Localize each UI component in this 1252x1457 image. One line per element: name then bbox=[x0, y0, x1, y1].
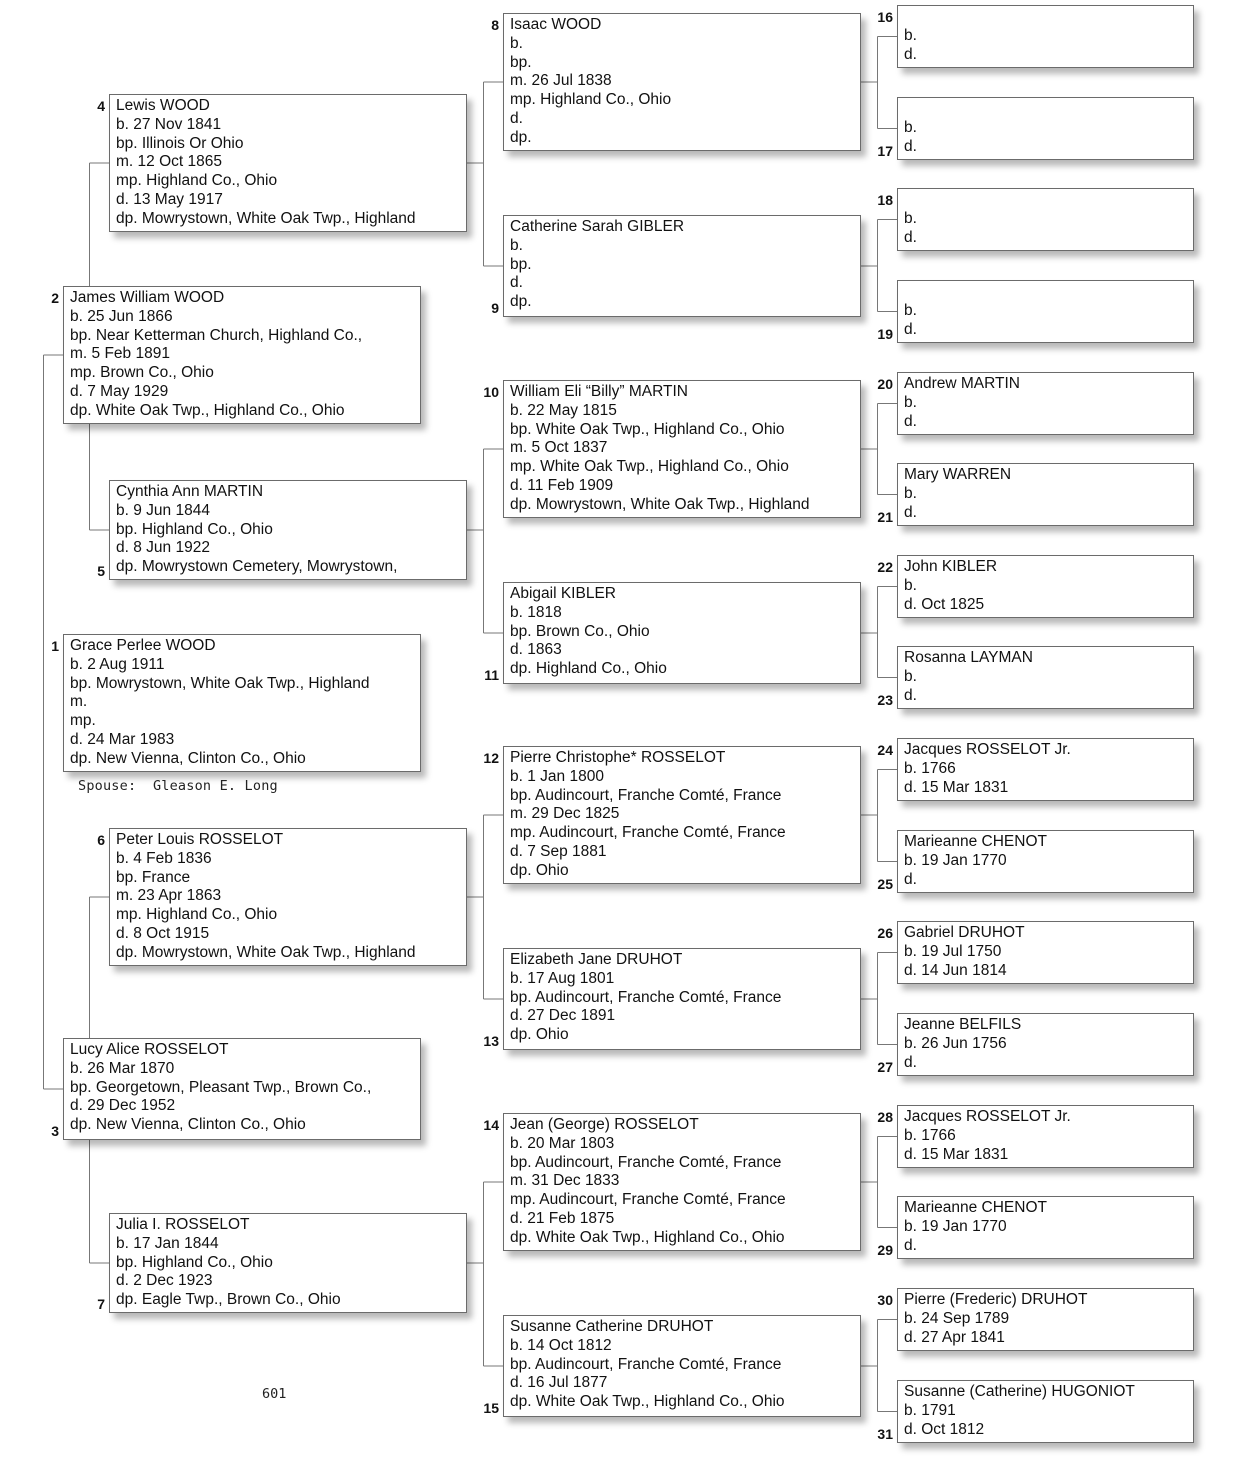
person-fact: m. 26 Jul 1838 bbox=[510, 72, 612, 90]
person-box-16[interactable] bbox=[897, 5, 1194, 68]
person-fact: dp. White Oak Twp., Highland Co., Ohio bbox=[510, 1228, 785, 1246]
person-fact: bp. bbox=[510, 53, 532, 71]
person-fact: bp. Audincourt, Franche Comté, France bbox=[510, 786, 782, 804]
person-fact: dp. Mowrystown Cemetery, Mowrystown, bbox=[116, 558, 398, 576]
person-name bbox=[904, 283, 1187, 302]
person-fact: dp. White Oak Twp., Highland Co., Ohio bbox=[510, 1393, 785, 1411]
person-fact: dp. White Oak Twp., Highland Co., Ohio bbox=[70, 401, 345, 419]
person-fact: d. bbox=[904, 137, 917, 155]
person-fact: m. bbox=[70, 693, 88, 711]
person-fact: m. 29 Dec 1825 bbox=[510, 805, 620, 823]
person-fact: dp. bbox=[510, 128, 532, 146]
person-fact: d. bbox=[510, 109, 523, 127]
person-fact: b. 20 Mar 1803 bbox=[510, 1134, 615, 1152]
person-fact: b. bbox=[904, 209, 917, 227]
spouse-label: Spouse: bbox=[78, 778, 137, 794]
person-fact: b. bbox=[510, 236, 523, 254]
person-fact: d. 16 Jul 1877 bbox=[510, 1374, 608, 1392]
person-name: Cynthia Ann MARTIN bbox=[116, 483, 264, 500]
person-name: Abigail KIBLER bbox=[510, 585, 616, 602]
person-fact: dp. Mowrystown, White Oak Twp., Highland bbox=[116, 943, 416, 961]
person-fact: dp. Mowrystown, White Oak Twp., Highland bbox=[116, 209, 416, 227]
person-number: 24 bbox=[877, 742, 893, 758]
person-fact: b. 26 Jun 1756 bbox=[904, 1034, 1007, 1052]
person-fact: b. 14 Oct 1812 bbox=[510, 1336, 612, 1354]
person-fact: b. 17 Jan 1844 bbox=[116, 1234, 219, 1252]
person-number: 1 bbox=[51, 638, 59, 654]
person-name: Mary WARREN bbox=[904, 466, 1012, 483]
person-fact: b. 1818 bbox=[510, 603, 562, 621]
person-name: Jacques ROSSELOT Jr. bbox=[904, 741, 1071, 758]
person-number: 21 bbox=[877, 509, 893, 525]
person-fact: b. bbox=[904, 393, 917, 411]
person-box-3[interactable] bbox=[63, 1038, 421, 1140]
person-fact: d. Oct 1825 bbox=[904, 595, 985, 613]
person-name: Elizabeth Jane DRUHOT bbox=[510, 951, 683, 968]
person-fact: bp. Mowrystown, White Oak Twp., Highland bbox=[70, 674, 370, 692]
person-fact: b. 2 Aug 1911 bbox=[70, 655, 165, 673]
person-name: Lucy Alice ROSSELOT bbox=[70, 1041, 229, 1058]
person-fact: m. 12 Oct 1865 bbox=[116, 153, 222, 171]
person-fact: b. 1766 bbox=[904, 1126, 956, 1144]
person-fact: bp. Audincourt, Franche Comté, France bbox=[510, 1153, 782, 1171]
person-fact: mp. bbox=[70, 712, 96, 730]
person-box-15[interactable] bbox=[503, 1315, 861, 1417]
person-fact: d. 2 Dec 1923 bbox=[116, 1272, 213, 1290]
person-name: Isaac WOOD bbox=[510, 16, 602, 33]
person-fact: b. 4 Feb 1836 bbox=[116, 849, 212, 867]
person-box-13[interactable] bbox=[503, 948, 861, 1050]
person-fact: bp. Audincourt, Franche Comté, France bbox=[510, 988, 782, 1006]
person-fact: d. 24 Mar 1983 bbox=[70, 730, 175, 748]
person-fact: d. 21 Feb 1875 bbox=[510, 1209, 615, 1227]
person-fact: b. 27 Nov 1841 bbox=[116, 115, 222, 133]
person-fact: dp. Eagle Twp., Brown Co., Ohio bbox=[116, 1291, 341, 1309]
person-number: 22 bbox=[877, 559, 893, 575]
person-fact: b. bbox=[904, 301, 917, 319]
person-number: 29 bbox=[877, 1242, 893, 1258]
person-fact: b. 1791 bbox=[904, 1401, 956, 1419]
person-fact: d. 7 May 1929 bbox=[70, 382, 169, 400]
person-fact: m. 5 Oct 1837 bbox=[510, 439, 608, 457]
person-fact: mp. Audincourt, Franche Comté, France bbox=[510, 1191, 786, 1209]
person-number: 14 bbox=[483, 1117, 499, 1133]
person-fact: b. 19 Jan 1770 bbox=[904, 1217, 1007, 1235]
person-fact: mp. Highland Co., Ohio bbox=[116, 172, 278, 190]
person-name: Pierre Christophe* ROSSELOT bbox=[510, 749, 726, 766]
person-name bbox=[904, 100, 1187, 119]
person-fact: d. 11 Feb 1909 bbox=[510, 476, 614, 494]
person-box-5[interactable] bbox=[109, 480, 467, 580]
person-number: 5 bbox=[97, 563, 105, 579]
person-number: 10 bbox=[483, 384, 499, 400]
person-fact: b. bbox=[510, 34, 523, 52]
person-fact: mp. Audincourt, Franche Comté, France bbox=[510, 824, 786, 842]
person-fact: b. 22 May 1815 bbox=[510, 401, 617, 419]
person-fact: d. bbox=[904, 686, 917, 704]
person-fact: d. bbox=[904, 320, 917, 338]
person-box-8[interactable] bbox=[503, 13, 861, 151]
person-fact: bp. Highland Co., Ohio bbox=[116, 520, 273, 538]
person-fact: d. 7 Sep 1881 bbox=[510, 842, 607, 860]
person-fact: bp. Illinois Or Ohio bbox=[116, 134, 244, 152]
person-number: 31 bbox=[877, 1426, 893, 1442]
person-box-2[interactable] bbox=[63, 286, 421, 424]
person-box-28[interactable] bbox=[897, 1105, 1194, 1168]
person-fact: m. 5 Feb 1891 bbox=[70, 345, 170, 363]
page-number: 601 bbox=[262, 1386, 287, 1402]
person-fact: dp. Mowrystown, White Oak Twp., Highland bbox=[510, 495, 810, 513]
person-name: Jean (George) ROSSELOT bbox=[510, 1116, 699, 1133]
person-fact: d. 13 May 1917 bbox=[116, 190, 223, 208]
person-box-12[interactable] bbox=[503, 746, 861, 884]
person-fact: b. 1766 bbox=[904, 759, 956, 777]
person-fact: b. bbox=[904, 26, 917, 44]
person-fact: bp. Audincourt, Franche Comté, France bbox=[510, 1355, 782, 1373]
person-fact: bp. White Oak Twp., Highland Co., Ohio bbox=[510, 420, 785, 438]
person-fact: bp. France bbox=[116, 868, 191, 886]
person-fact: b. bbox=[904, 118, 917, 136]
person-fact: dp. bbox=[510, 293, 532, 311]
person-fact: b. bbox=[904, 484, 917, 502]
person-name: William Eli “Billy” MARTIN bbox=[510, 383, 688, 400]
person-fact: dp. Ohio bbox=[510, 861, 569, 879]
person-fact: m. 23 Apr 1863 bbox=[116, 887, 222, 905]
person-number: 30 bbox=[877, 1292, 893, 1308]
person-fact: d. 29 Dec 1952 bbox=[70, 1097, 176, 1115]
person-number: 20 bbox=[877, 376, 893, 392]
person-number: 19 bbox=[877, 326, 893, 342]
person-number: 12 bbox=[483, 750, 499, 766]
person-fact: bp. Near Ketterman Church, Highland Co., bbox=[70, 326, 363, 344]
person-box-29[interactable] bbox=[897, 1196, 1194, 1259]
person-name: John KIBLER bbox=[904, 558, 998, 575]
person-number: 4 bbox=[97, 98, 105, 114]
person-fact: b. 24 Sep 1789 bbox=[904, 1309, 1010, 1327]
person-name: Marieanne CHENOT bbox=[904, 1199, 1047, 1216]
person-number: 27 bbox=[877, 1059, 893, 1075]
person-fact: d. 15 Mar 1831 bbox=[904, 1145, 1009, 1163]
person-name: Rosanna LAYMAN bbox=[904, 649, 1033, 666]
person-name: Catherine Sarah GIBLER bbox=[510, 218, 685, 235]
person-number: 2 bbox=[51, 290, 59, 306]
person-box-11[interactable] bbox=[503, 582, 861, 684]
person-box-30[interactable] bbox=[897, 1288, 1194, 1351]
person-fact: d. 15 Mar 1831 bbox=[904, 778, 1009, 796]
person-box-1[interactable] bbox=[63, 634, 421, 772]
person-box-20[interactable] bbox=[897, 372, 1194, 435]
person-fact: b. 1 Jan 1800 bbox=[510, 767, 604, 785]
person-fact: d. bbox=[904, 1053, 917, 1071]
person-fact: d. 27 Dec 1891 bbox=[510, 1007, 616, 1025]
person-box-18[interactable] bbox=[897, 188, 1194, 251]
person-number: 3 bbox=[51, 1123, 59, 1139]
person-fact: dp. New Vienna, Clinton Co., Ohio bbox=[70, 1116, 306, 1134]
person-fact: b. bbox=[904, 667, 917, 685]
person-name: Grace Perlee WOOD bbox=[70, 637, 216, 654]
person-fact: d. 8 Oct 1915 bbox=[116, 924, 210, 942]
person-box-6[interactable] bbox=[109, 828, 467, 966]
person-fact: d. bbox=[904, 503, 917, 521]
person-name: Julia I. ROSSELOT bbox=[116, 1216, 250, 1233]
person-fact: b. 25 Jun 1866 bbox=[70, 307, 173, 325]
spouse-note bbox=[78, 778, 278, 794]
person-name: Andrew MARTIN bbox=[904, 375, 1020, 392]
person-number: 18 bbox=[877, 192, 893, 208]
person-number: 9 bbox=[491, 300, 499, 316]
person-box-25[interactable] bbox=[897, 830, 1194, 893]
person-fact: bp. bbox=[510, 255, 532, 273]
person-box-26[interactable] bbox=[897, 921, 1194, 984]
person-name: Jeanne BELFILS bbox=[904, 1016, 1022, 1033]
person-number: 6 bbox=[97, 832, 105, 848]
person-fact: m. 31 Dec 1833 bbox=[510, 1172, 620, 1190]
person-name: Jacques ROSSELOT Jr. bbox=[904, 1108, 1071, 1125]
person-number: 25 bbox=[877, 876, 893, 892]
person-box-17[interactable] bbox=[897, 97, 1194, 160]
person-fact: d. Oct 1812 bbox=[904, 1420, 985, 1438]
person-number: 13 bbox=[483, 1033, 499, 1049]
person-fact: b. 19 Jan 1770 bbox=[904, 851, 1007, 869]
person-name: Gabriel DRUHOT bbox=[904, 924, 1025, 941]
person-name: Susanne (Catherine) HUGONIOT bbox=[904, 1383, 1135, 1400]
person-fact: d. bbox=[904, 1236, 917, 1254]
person-fact: dp. New Vienna, Clinton Co., Ohio bbox=[70, 749, 306, 767]
person-fact: d. bbox=[904, 870, 917, 888]
person-fact: b. 26 Mar 1870 bbox=[70, 1059, 175, 1077]
person-fact: mp. Brown Co., Ohio bbox=[70, 364, 214, 382]
person-fact: d. 8 Jun 1922 bbox=[116, 539, 210, 557]
person-fact: b. 9 Jun 1844 bbox=[116, 501, 210, 519]
person-number: 7 bbox=[97, 1296, 105, 1312]
person-number: 26 bbox=[877, 925, 893, 941]
person-number: 15 bbox=[483, 1400, 499, 1416]
person-fact: bp. Highland Co., Ohio bbox=[116, 1253, 273, 1271]
person-name: Lewis WOOD bbox=[116, 97, 210, 114]
person-number: 8 bbox=[491, 17, 499, 33]
person-box-7[interactable] bbox=[109, 1213, 467, 1313]
person-fact: d. 27 Apr 1841 bbox=[904, 1328, 1005, 1346]
person-box-31[interactable] bbox=[897, 1380, 1194, 1443]
spouse-name: Gleason E. Long bbox=[152, 778, 278, 794]
person-box-19[interactable] bbox=[897, 280, 1194, 343]
person-name: James William WOOD bbox=[70, 289, 225, 306]
person-fact: b. bbox=[904, 576, 917, 594]
person-fact: dp. Highland Co., Ohio bbox=[510, 660, 667, 678]
person-fact: d. bbox=[904, 228, 917, 246]
person-fact: d. 1863 bbox=[510, 641, 562, 659]
person-box-22[interactable] bbox=[897, 555, 1194, 618]
person-box-21[interactable] bbox=[897, 463, 1194, 526]
person-fact: bp. Georgetown, Pleasant Twp., Brown Co., bbox=[70, 1078, 372, 1096]
person-fact: b. 17 Aug 1801 bbox=[510, 969, 615, 987]
person-box-9[interactable] bbox=[503, 215, 861, 317]
person-box-24[interactable] bbox=[897, 738, 1194, 801]
person-fact: mp. White Oak Twp., Highland Co., Ohio bbox=[510, 458, 789, 476]
person-name: Peter Louis ROSSELOT bbox=[116, 831, 284, 848]
person-name bbox=[904, 191, 1187, 210]
person-box-14[interactable] bbox=[503, 1113, 861, 1251]
person-number: 16 bbox=[877, 9, 893, 25]
person-fact: d. bbox=[510, 274, 523, 292]
person-fact: d. 14 Jun 1814 bbox=[904, 961, 1007, 979]
person-number: 17 bbox=[877, 143, 893, 159]
person-box-10[interactable] bbox=[503, 380, 861, 518]
person-name bbox=[904, 8, 1187, 27]
person-fact: dp. Ohio bbox=[510, 1026, 569, 1044]
person-fact: mp. Highland Co., Ohio bbox=[510, 91, 672, 109]
person-fact: d. bbox=[904, 412, 917, 430]
person-number: 11 bbox=[484, 667, 499, 683]
person-number: 28 bbox=[877, 1109, 893, 1125]
person-fact: mp. Highland Co., Ohio bbox=[116, 906, 278, 924]
person-name: Marieanne CHENOT bbox=[904, 833, 1047, 850]
person-fact: bp. Brown Co., Ohio bbox=[510, 622, 650, 640]
person-box-23[interactable] bbox=[897, 646, 1194, 709]
person-fact: b. 19 Jul 1750 bbox=[904, 942, 1002, 960]
person-box-4[interactable] bbox=[109, 94, 467, 232]
person-name: Pierre (Frederic) DRUHOT bbox=[904, 1291, 1088, 1308]
person-box-27[interactable] bbox=[897, 1013, 1194, 1076]
person-number: 23 bbox=[877, 692, 893, 708]
person-fact: d. bbox=[904, 45, 917, 63]
person-name: Susanne Catherine DRUHOT bbox=[510, 1318, 714, 1335]
